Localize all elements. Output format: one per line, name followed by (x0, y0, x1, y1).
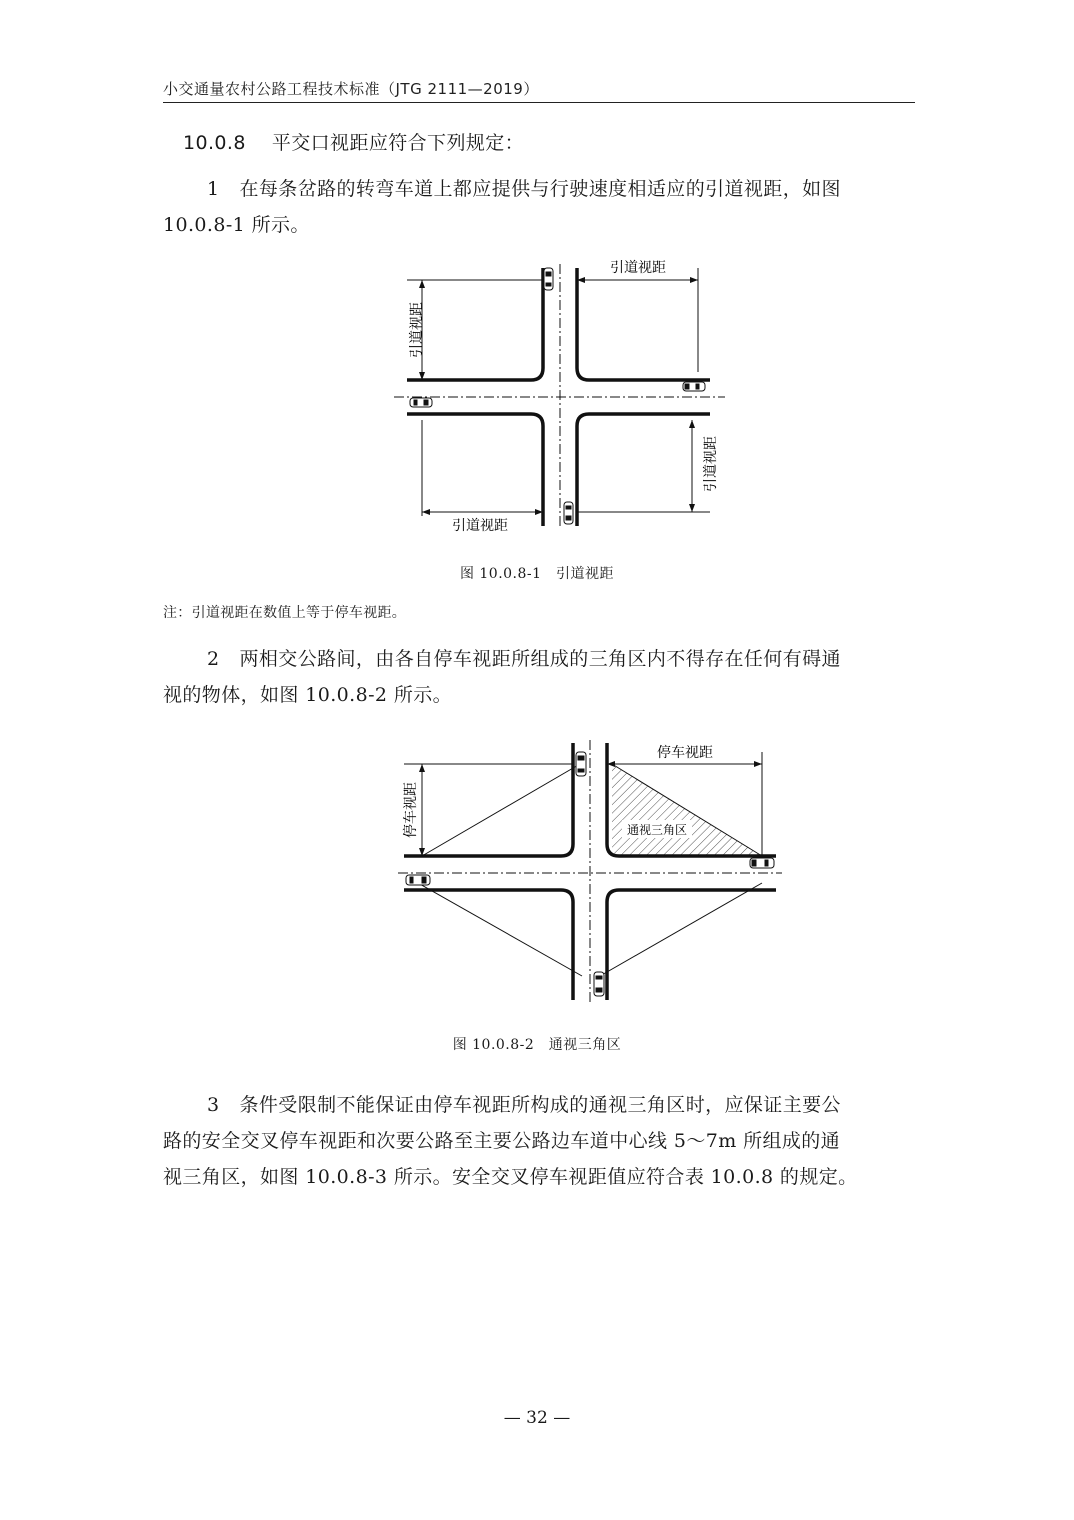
item-2 (163, 641, 915, 713)
fig2-zone-label: 通视三角区 (626, 823, 688, 837)
running-header-title: 小交通量农村公路工程技术标准（JTG 2111—2019） (163, 80, 539, 98)
car-icon (544, 268, 553, 290)
item-2-text: 两相交公路间，由各自停车视距所组成的三角区内不得存在任何有碍通 (239, 648, 841, 670)
section-title: 平交口视距应符合下列规定： (271, 132, 525, 154)
fig1-label-bottom: 引道视距 (452, 518, 508, 534)
item-1-cont: 10.0.8-1 所示。 (163, 214, 310, 236)
fig2-label-top: 停车视距 (657, 745, 713, 761)
fig1-label-left: 引道视距 (409, 302, 425, 358)
item-3-line2: 路的安全交叉停车视距和次要公路至主要公路边车道中心线 5～7m 所组成的通 (163, 1130, 841, 1152)
car-icon (576, 752, 586, 776)
item-3-number: 3 (207, 1094, 220, 1116)
car-icon (410, 398, 432, 407)
fig2-label-left: 停车视距 (403, 782, 419, 838)
fig1-label-right: 引道视距 (703, 436, 719, 492)
item-3 (163, 1087, 915, 1195)
section-number: 10.0.8 (183, 132, 246, 154)
car-icon (564, 502, 573, 524)
car-icon (683, 382, 705, 391)
running-header (163, 76, 915, 103)
note: 注：引道视距在数值上等于停车视距。 (163, 605, 407, 621)
item-2-number: 2 (207, 648, 220, 670)
item-2-cont: 视的物体，如图 10.0.8-2 所示。 (163, 684, 453, 706)
item-3-line3: 视三角区，如图 10.0.8-3 所示。安全交叉停车视距值应符合表 10.0.8 的规定。 (163, 1166, 858, 1188)
section-heading (183, 125, 935, 161)
item-3-text: 条件受限制不能保证由停车视距所构成的通视三角区时，应保证主要公 (239, 1094, 841, 1116)
figure2-caption: 图 10.0.8-2 通视三角区 (452, 1037, 622, 1053)
car-icon (406, 875, 430, 885)
car-icon (594, 972, 604, 996)
figure-sight-triangle (390, 738, 790, 1008)
car-icon (750, 858, 774, 868)
page-number: — 32 — (503, 1408, 571, 1428)
fig1-label-top: 引道视距 (610, 260, 666, 276)
figure1-caption: 图 10.0.8-1 引道视距 (459, 566, 615, 582)
figure-approach-sight-distance (380, 250, 740, 540)
item-1 (163, 171, 915, 243)
item-1-number: 1 (207, 178, 220, 200)
item-1-text: 在每条岔路的转弯车道上都应提供与行驶速度相适应的引道视距，如图 (239, 178, 841, 200)
